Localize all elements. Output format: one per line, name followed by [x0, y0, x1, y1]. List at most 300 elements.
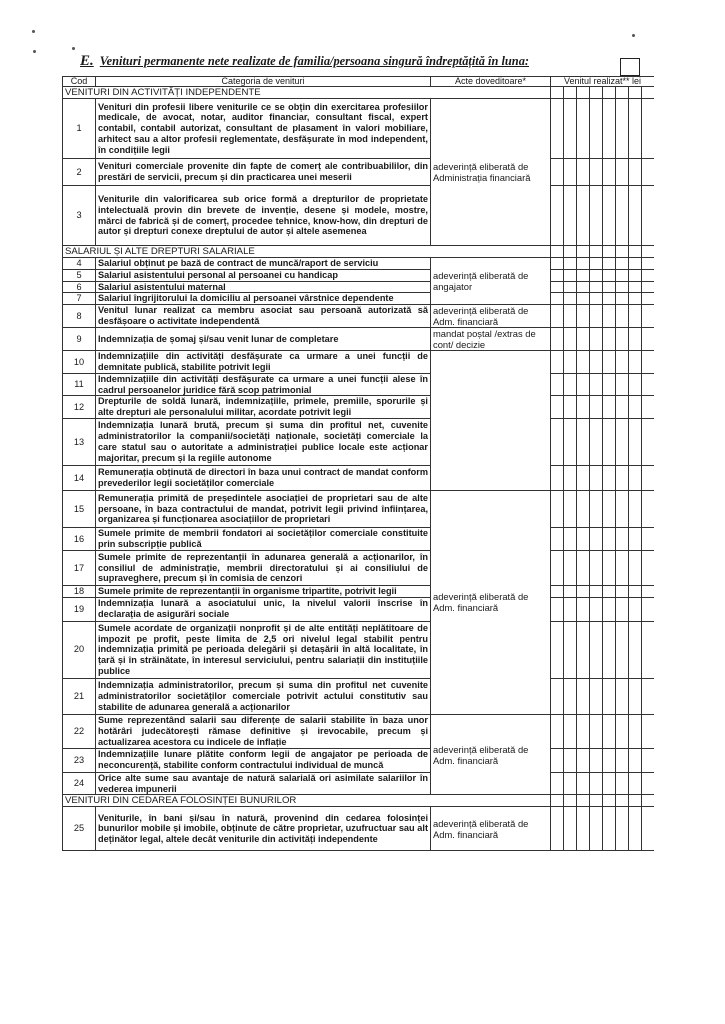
value-digit-cell[interactable]	[616, 527, 629, 550]
value-digit-cell[interactable]	[577, 597, 590, 621]
value-digit-cell[interactable]	[564, 87, 577, 99]
value-digit-cell[interactable]	[603, 597, 616, 621]
value-digit-cell[interactable]	[577, 585, 590, 597]
value-digit-cell[interactable]	[551, 772, 564, 795]
supporting-document: adeverință eliberată de Adm. financiară	[431, 490, 551, 714]
value-digit-cell[interactable]	[616, 186, 629, 246]
value-digit-cell[interactable]	[603, 159, 616, 186]
value-digit-cell[interactable]	[629, 795, 642, 807]
value-digit-cell[interactable]	[603, 465, 616, 490]
value-digit-cell[interactable]	[590, 87, 603, 99]
section-row	[63, 87, 655, 99]
row-category: Indemnizația administratorilor, precum și suma din profitul net cuvenite administratorilor societăților comerciale potrivit actului constitutiv sau stabilite de adunarea generală a acționarilor	[96, 678, 431, 714]
value-digit-cell[interactable]	[590, 748, 603, 772]
row-category: Indemnizația lunară a asociatului unic, la nivelul valorii înscrise în declarația de asigurări sociale	[96, 597, 431, 621]
row-code: 17	[63, 550, 96, 585]
value-digit-cell[interactable]	[642, 772, 655, 795]
row-code: 13	[63, 418, 96, 465]
value-digit-cell[interactable]	[642, 585, 655, 597]
value-digit-cell[interactable]	[551, 159, 564, 186]
value-digit-cell[interactable]	[642, 159, 655, 186]
table-row	[63, 293, 655, 305]
value-digit-cell[interactable]	[590, 186, 603, 246]
value-digit-cell[interactable]	[590, 678, 603, 714]
table-row	[63, 159, 655, 186]
value-digit-cell[interactable]	[642, 373, 655, 396]
value-digit-cell[interactable]	[629, 87, 642, 99]
row-code: 11	[63, 373, 96, 396]
value-digit-cell[interactable]	[603, 281, 616, 293]
value-digit-cell[interactable]	[642, 396, 655, 419]
row-code: 25	[63, 807, 96, 851]
value-digit-cell[interactable]	[551, 351, 564, 374]
value-digit-cell[interactable]	[577, 807, 590, 851]
value-digit-cell[interactable]	[642, 269, 655, 281]
value-digit-cell[interactable]	[642, 87, 655, 99]
table-row	[63, 328, 655, 351]
value-digit-cell[interactable]	[564, 772, 577, 795]
value-digit-cell[interactable]	[629, 678, 642, 714]
value-digit-cell[interactable]	[616, 550, 629, 585]
value-digit-cell[interactable]	[642, 418, 655, 465]
value-digit-cell[interactable]	[603, 585, 616, 597]
value-digit-cell[interactable]	[577, 772, 590, 795]
value-digit-cell[interactable]	[551, 585, 564, 597]
value-digit-cell[interactable]	[629, 351, 642, 374]
income-table	[62, 76, 654, 916]
row-code: 12	[63, 396, 96, 419]
value-digit-cell[interactable]	[629, 373, 642, 396]
table-row	[63, 597, 655, 621]
value-digit-cell[interactable]	[551, 258, 564, 270]
value-digit-cell[interactable]	[590, 328, 603, 351]
value-digit-cell[interactable]	[564, 159, 577, 186]
value-digit-cell[interactable]	[603, 373, 616, 396]
value-digit-cell[interactable]	[616, 807, 629, 851]
value-digit-cell[interactable]	[642, 490, 655, 527]
value-digit-cell[interactable]	[551, 373, 564, 396]
value-digit-cell[interactable]	[629, 550, 642, 585]
value-digit-cell[interactable]	[642, 678, 655, 714]
value-digit-cell[interactable]	[564, 269, 577, 281]
value-digit-cell[interactable]	[590, 269, 603, 281]
value-digit-cell[interactable]	[629, 772, 642, 795]
row-category: Sumele primite de reprezentanții în adunarea generală a acționarilor, în consiliul de administrație, membrii directoratului și ai consiliului de supraveghere, precum și în comisia de cenzori	[96, 550, 431, 585]
value-digit-cell[interactable]	[577, 87, 590, 99]
value-digit-cell[interactable]	[603, 246, 616, 258]
row-category: Sumele primite de membrii fondatori ai societăților comerciale constituite prin subscripție publică	[96, 527, 431, 550]
value-digit-cell[interactable]	[577, 281, 590, 293]
value-digit-cell[interactable]	[590, 246, 603, 258]
row-code: 21	[63, 678, 96, 714]
value-digit-cell[interactable]	[629, 490, 642, 527]
value-digit-cell[interactable]	[551, 186, 564, 246]
row-code: 1	[63, 99, 96, 159]
value-digit-cell[interactable]	[590, 293, 603, 305]
row-category: Veniturile, în bani și/sau în natură, provenind din cedarea folosinței bunurilor mobile și imobile, obținute de către proprietar, uzufructuar sau alt deținător legal, altele decât veniturile din activități independente	[96, 807, 431, 851]
value-digit-cell[interactable]	[551, 246, 564, 258]
value-digit-cell[interactable]	[590, 396, 603, 419]
value-digit-cell[interactable]	[603, 293, 616, 305]
value-digit-cell[interactable]	[629, 328, 642, 351]
value-digit-cell[interactable]	[616, 585, 629, 597]
header-acte: Acte doveditoare*	[431, 77, 551, 87]
value-digit-cell[interactable]	[577, 258, 590, 270]
value-digit-cell[interactable]	[551, 621, 564, 678]
table-row	[63, 396, 655, 419]
row-code: 14	[63, 465, 96, 490]
value-digit-cell[interactable]	[629, 465, 642, 490]
value-digit-cell[interactable]	[629, 281, 642, 293]
value-digit-cell[interactable]	[551, 490, 564, 527]
value-digit-cell[interactable]	[551, 269, 564, 281]
value-digit-cell[interactable]	[577, 99, 590, 159]
value-digit-cell[interactable]	[616, 795, 629, 807]
value-digit-cell[interactable]	[564, 418, 577, 465]
value-digit-cell[interactable]	[603, 351, 616, 374]
row-category: Salariul asistentului maternal	[96, 281, 431, 293]
row-category: Indemnizațiile din activități desfășurate ca urmare a unei funcții alese în cadrul persoanelor juridice fără scop patrimonial	[96, 373, 431, 396]
row-category: Salariul îngrijitorului la domiciliu al persoanei vârstnice dependente	[96, 293, 431, 305]
value-digit-cell[interactable]	[603, 87, 616, 99]
value-digit-cell[interactable]	[551, 305, 564, 328]
value-digit-cell[interactable]	[577, 795, 590, 807]
value-digit-cell[interactable]	[629, 159, 642, 186]
value-digit-cell[interactable]	[629, 269, 642, 281]
value-digit-cell[interactable]	[603, 418, 616, 465]
table-row	[63, 373, 655, 396]
row-code: 10	[63, 351, 96, 374]
value-digit-cell[interactable]	[590, 305, 603, 328]
value-digit-cell[interactable]	[642, 246, 655, 258]
row-category: Venituri comerciale provenite din fapte de comerț ale contribuabililor, din prestări de servicii, precum și din practicarea unei meserii	[96, 159, 431, 186]
value-digit-cell[interactable]	[590, 621, 603, 678]
value-digit-cell[interactable]	[616, 418, 629, 465]
value-digit-cell[interactable]	[564, 714, 577, 748]
value-digit-cell[interactable]	[551, 748, 564, 772]
value-digit-cell[interactable]	[616, 159, 629, 186]
value-digit-cell[interactable]	[642, 465, 655, 490]
value-digit-cell[interactable]	[551, 714, 564, 748]
value-digit-cell[interactable]	[551, 550, 564, 585]
section-group-title: VENITURI DIN ACTIVITĂȚI INDEPENDENTE	[63, 87, 551, 99]
value-digit-cell[interactable]	[603, 490, 616, 527]
row-category: Drepturile de soldă lunară, indemnizațiile, primele, premiile, sporurile și alte drepturi ale personalului militar, acordate potrivit legii	[96, 396, 431, 419]
value-digit-cell[interactable]	[590, 99, 603, 159]
section-title: Venituri permanente nete realizate de familia/persoana singură îndreptățită în luna:	[99, 54, 530, 68]
value-digit-cell[interactable]	[590, 159, 603, 186]
value-digit-cell[interactable]	[603, 748, 616, 772]
table-row	[63, 527, 655, 550]
value-digit-cell[interactable]	[603, 678, 616, 714]
value-digit-cell[interactable]	[564, 550, 577, 585]
value-digit-cell[interactable]	[577, 305, 590, 328]
table-row	[63, 465, 655, 490]
value-digit-cell[interactable]	[564, 396, 577, 419]
value-digit-cell[interactable]	[564, 246, 577, 258]
value-digit-cell[interactable]	[616, 748, 629, 772]
value-digit-cell[interactable]	[629, 585, 642, 597]
value-digit-cell[interactable]	[564, 585, 577, 597]
value-digit-cell[interactable]	[564, 748, 577, 772]
table-row	[63, 748, 655, 772]
value-digit-cell[interactable]	[603, 186, 616, 246]
table-row	[63, 678, 655, 714]
value-digit-cell[interactable]	[616, 597, 629, 621]
row-code: 8	[63, 305, 96, 328]
value-digit-cell[interactable]	[551, 418, 564, 465]
value-digit-cell[interactable]	[642, 550, 655, 585]
value-digit-cell[interactable]	[564, 465, 577, 490]
value-digit-cell[interactable]	[629, 258, 642, 270]
value-digit-cell[interactable]	[590, 373, 603, 396]
header-venit: Venitul realizat** lei	[551, 77, 655, 87]
row-code: 22	[63, 714, 96, 748]
value-digit-cell[interactable]	[551, 328, 564, 351]
header-category: Categoria de venituri	[96, 77, 431, 87]
value-digit-cell[interactable]	[577, 159, 590, 186]
row-category: Indemnizația de șomaj și/sau venit lunar de completare	[96, 328, 431, 351]
section-heading	[80, 53, 640, 71]
value-digit-cell[interactable]	[577, 621, 590, 678]
value-digit-cell[interactable]	[564, 281, 577, 293]
value-digit-cell[interactable]	[577, 490, 590, 527]
value-digit-cell[interactable]	[616, 87, 629, 99]
value-digit-cell[interactable]	[603, 305, 616, 328]
row-code: 18	[63, 585, 96, 597]
table-row	[63, 807, 655, 851]
value-digit-cell[interactable]	[642, 99, 655, 159]
section-row	[63, 795, 655, 807]
table-row	[63, 351, 655, 374]
value-digit-cell[interactable]	[577, 748, 590, 772]
value-digit-cell[interactable]	[551, 87, 564, 99]
row-category: Sumele acordate de organizații nonprofit și de alte entități neplătitoare de impozit pe profit, peste limita de 2,5 ori nivelul legal stabilit pentru indemnizația primită pe perioada delegării și detașării în altă localitate, în țară și în străinătate, în interesul serviciului, pentru salariații din instituțiile publice	[96, 621, 431, 678]
value-digit-cell[interactable]	[577, 351, 590, 374]
value-digit-cell[interactable]	[577, 714, 590, 748]
value-digit-cell[interactable]	[551, 597, 564, 621]
value-digit-cell[interactable]	[603, 772, 616, 795]
table-row	[63, 99, 655, 159]
value-digit-cell[interactable]	[616, 621, 629, 678]
value-digit-cell[interactable]	[590, 281, 603, 293]
row-category: Salariul asistentului personal al persoanei cu handicap	[96, 269, 431, 281]
value-digit-cell[interactable]	[551, 396, 564, 419]
value-digit-cell[interactable]	[629, 527, 642, 550]
supporting-document	[431, 351, 551, 491]
row-code: 9	[63, 328, 96, 351]
value-digit-cell[interactable]	[629, 418, 642, 465]
value-digit-cell[interactable]	[629, 293, 642, 305]
row-category: Indemnizațiile lunare plătite conform legii de angajator pe perioada de neconcurență, stabilite conform contractului individual de muncă	[96, 748, 431, 772]
value-digit-cell[interactable]	[590, 807, 603, 851]
value-digit-cell[interactable]	[564, 807, 577, 851]
value-digit-cell[interactable]	[590, 550, 603, 585]
value-digit-cell[interactable]	[564, 678, 577, 714]
value-digit-cell[interactable]	[590, 714, 603, 748]
value-digit-cell[interactable]	[642, 807, 655, 851]
value-digit-cell[interactable]	[616, 490, 629, 527]
value-digit-cell[interactable]	[590, 597, 603, 621]
value-digit-cell[interactable]	[577, 465, 590, 490]
value-digit-cell[interactable]	[603, 795, 616, 807]
row-category: Venituri din profesii libere veniturile ce se obțin din exercitarea profesiilor medicale, de avocat, notar, auditor financiar, consultant fiscal, expert contabil, contabil autorizat, consultant de plasament în valori mobiliare, arhitect sau a altor profesii reglementate, desfășurate în mod independent, în condițiile legii	[96, 99, 431, 159]
value-digit-cell[interactable]	[564, 527, 577, 550]
value-digit-cell[interactable]	[616, 99, 629, 159]
value-digit-cell[interactable]	[577, 678, 590, 714]
value-digit-cell[interactable]	[564, 305, 577, 328]
row-category: Sume reprezentând salarii sau diferențe de salarii stabilite în baza unor hotărâri judecătorești rămase definitive și irevocabile, precum și actualizarea acestora cu indicele de inflație	[96, 714, 431, 748]
value-digit-cell[interactable]	[629, 186, 642, 246]
value-digit-cell[interactable]	[564, 597, 577, 621]
row-code: 24	[63, 772, 96, 795]
value-digit-cell[interactable]	[603, 99, 616, 159]
row-category: Veniturile din valorificarea sub orice formă a drepturilor de proprietate intelectuală provin din brevete de invenție, desene și modele, mostre, mărci de fabrică și de comerț, procedee tehnice, know-how, din drepturi de autor și drepturi conexe dreptului de autor și altele asemenea	[96, 186, 431, 246]
value-digit-cell[interactable]	[551, 281, 564, 293]
value-digit-cell[interactable]	[616, 305, 629, 328]
value-digit-cell[interactable]	[603, 550, 616, 585]
value-digit-cell[interactable]	[590, 418, 603, 465]
value-digit-cell[interactable]	[564, 293, 577, 305]
value-digit-cell[interactable]	[642, 527, 655, 550]
value-digit-cell[interactable]	[616, 678, 629, 714]
header-cod: Cod	[63, 77, 96, 87]
value-digit-cell[interactable]	[577, 246, 590, 258]
value-digit-cell[interactable]	[564, 621, 577, 678]
table-row	[63, 490, 655, 527]
value-digit-cell[interactable]	[642, 186, 655, 246]
value-digit-cell[interactable]	[642, 281, 655, 293]
value-digit-cell[interactable]	[590, 490, 603, 527]
value-digit-cell[interactable]	[642, 597, 655, 621]
row-code: 19	[63, 597, 96, 621]
value-digit-cell[interactable]	[551, 99, 564, 159]
value-digit-cell[interactable]	[577, 269, 590, 281]
supporting-document: mandat poștal /extras de cont/ decizie	[431, 328, 551, 351]
value-digit-cell[interactable]	[616, 328, 629, 351]
table-row	[63, 621, 655, 678]
value-digit-cell[interactable]	[577, 328, 590, 351]
value-digit-cell[interactable]	[577, 396, 590, 419]
value-digit-cell[interactable]	[603, 621, 616, 678]
value-digit-cell[interactable]	[616, 281, 629, 293]
row-code: 16	[63, 527, 96, 550]
value-digit-cell[interactable]	[629, 714, 642, 748]
table-row	[63, 585, 655, 597]
table-row	[63, 186, 655, 246]
value-digit-cell[interactable]	[642, 714, 655, 748]
value-digit-cell[interactable]	[616, 396, 629, 419]
value-digit-cell[interactable]	[564, 99, 577, 159]
value-digit-cell[interactable]	[629, 807, 642, 851]
value-digit-cell[interactable]	[616, 246, 629, 258]
value-digit-cell[interactable]	[616, 373, 629, 396]
row-code: 4	[63, 258, 96, 270]
value-digit-cell[interactable]	[577, 527, 590, 550]
row-category: Indemnizațiile din activități desfășurate ca urmare a unei funcții de demnitate publică, stabilite potrivit legii	[96, 351, 431, 374]
table-row	[63, 772, 655, 795]
value-digit-cell[interactable]	[577, 373, 590, 396]
value-digit-cell[interactable]	[616, 258, 629, 270]
value-digit-cell[interactable]	[642, 305, 655, 328]
table-row	[63, 550, 655, 585]
value-digit-cell[interactable]	[590, 258, 603, 270]
value-digit-cell[interactable]	[603, 258, 616, 270]
value-digit-cell[interactable]	[564, 186, 577, 246]
row-code: 20	[63, 621, 96, 678]
value-digit-cell[interactable]	[590, 465, 603, 490]
value-digit-cell[interactable]	[590, 795, 603, 807]
value-digit-cell[interactable]	[551, 795, 564, 807]
value-digit-cell[interactable]	[577, 550, 590, 585]
value-digit-cell[interactable]	[603, 807, 616, 851]
value-digit-cell[interactable]	[603, 269, 616, 281]
value-digit-cell[interactable]	[603, 527, 616, 550]
value-digit-cell[interactable]	[577, 293, 590, 305]
value-digit-cell[interactable]	[616, 351, 629, 374]
table-row	[63, 305, 655, 328]
value-digit-cell[interactable]	[603, 714, 616, 748]
value-digit-cell[interactable]	[642, 258, 655, 270]
row-category: Remunerația obținută de directori în baza unui contract de mandat conform prevederilor legii societăților comerciale	[96, 465, 431, 490]
value-digit-cell[interactable]	[551, 465, 564, 490]
section-letter: E.	[80, 53, 94, 69]
value-digit-cell[interactable]	[577, 418, 590, 465]
month-input-box[interactable]	[620, 58, 640, 76]
value-digit-cell[interactable]	[603, 328, 616, 351]
value-digit-cell[interactable]	[629, 621, 642, 678]
value-digit-cell[interactable]	[642, 621, 655, 678]
value-digit-cell[interactable]	[564, 795, 577, 807]
value-digit-cell[interactable]	[629, 396, 642, 419]
value-digit-cell[interactable]	[564, 328, 577, 351]
value-digit-cell[interactable]	[551, 293, 564, 305]
row-code: 3	[63, 186, 96, 246]
table-row	[63, 418, 655, 465]
value-digit-cell[interactable]	[564, 490, 577, 527]
value-digit-cell[interactable]	[642, 795, 655, 807]
value-digit-cell[interactable]	[642, 351, 655, 374]
value-digit-cell[interactable]	[551, 678, 564, 714]
value-digit-cell[interactable]	[564, 351, 577, 374]
value-digit-cell[interactable]	[590, 527, 603, 550]
table-row	[63, 269, 655, 281]
value-digit-cell[interactable]	[590, 772, 603, 795]
value-digit-cell[interactable]	[603, 396, 616, 419]
value-digit-cell[interactable]	[616, 293, 629, 305]
value-digit-cell[interactable]	[642, 328, 655, 351]
value-digit-cell[interactable]	[629, 305, 642, 328]
value-digit-cell[interactable]	[616, 269, 629, 281]
value-digit-cell[interactable]	[616, 772, 629, 795]
value-digit-cell[interactable]	[642, 748, 655, 772]
value-digit-cell[interactable]	[629, 597, 642, 621]
value-digit-cell[interactable]	[629, 246, 642, 258]
value-digit-cell[interactable]	[616, 465, 629, 490]
value-digit-cell[interactable]	[577, 186, 590, 246]
value-digit-cell[interactable]	[642, 293, 655, 305]
value-digit-cell[interactable]	[551, 807, 564, 851]
value-digit-cell[interactable]	[590, 585, 603, 597]
value-digit-cell[interactable]	[616, 714, 629, 748]
value-digit-cell[interactable]	[564, 373, 577, 396]
value-digit-cell[interactable]	[590, 351, 603, 374]
value-digit-cell[interactable]	[629, 99, 642, 159]
value-digit-cell[interactable]	[629, 748, 642, 772]
row-category: Venitul lunar realizat ca membru asociat sau persoană autorizată să desfășoare o activitate independentă	[96, 305, 431, 328]
value-digit-cell[interactable]	[564, 258, 577, 270]
value-digit-cell[interactable]	[551, 527, 564, 550]
